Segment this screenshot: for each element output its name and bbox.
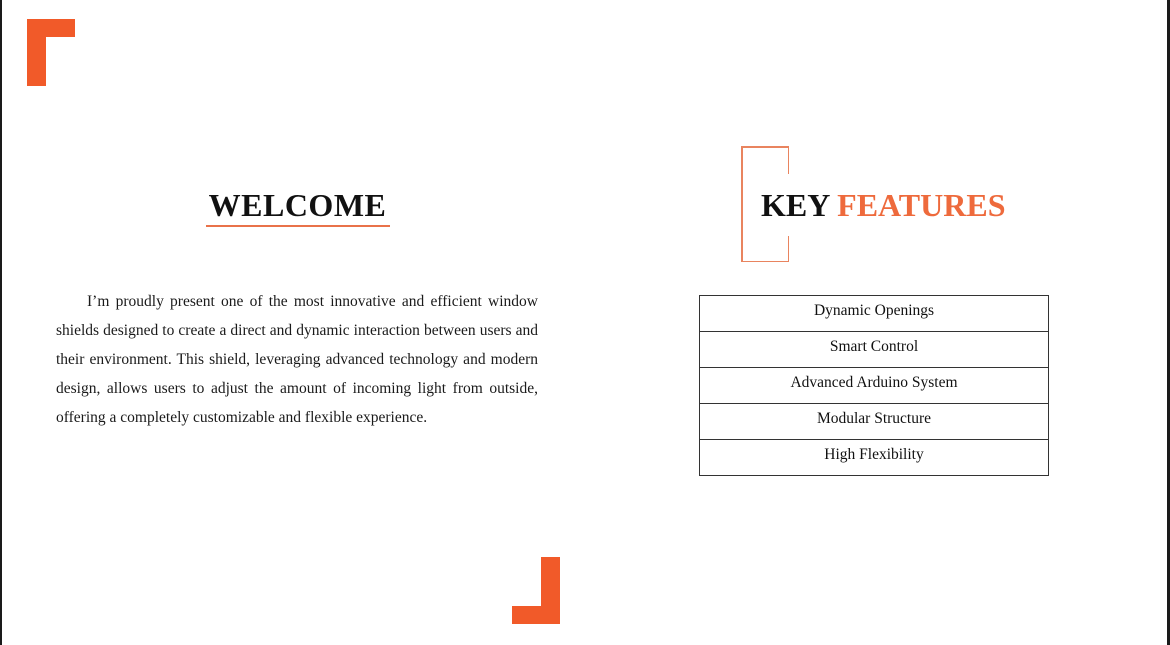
- table-row: [700, 332, 1049, 368]
- intro-paragraph: I’m proudly present one of the most innovative and efficient window shields designed to create a direct and dynamic interaction between users and their environment. This shield, leveraging advanced technology and modern design, allows users to adjust the amount of incoming light from outside, offering a completely customizable and flexible experience.: [56, 293, 538, 426]
- frame-line: [741, 146, 789, 148]
- top-left-corner-bracket: [27, 19, 75, 86]
- frame-line: [741, 146, 743, 262]
- features-table: [699, 295, 1049, 476]
- bottom-right-corner-bracket: [512, 557, 560, 624]
- table-row: [700, 440, 1049, 476]
- feature-cell: Smart Control: [700, 332, 1049, 368]
- heading-word-key: KEY: [761, 187, 830, 223]
- key-features-heading: [761, 186, 1007, 224]
- feature-cell: High Flexibility: [700, 440, 1049, 476]
- feature-cell: Advanced Arduino System: [700, 368, 1049, 404]
- feature-cell: Dynamic Openings: [700, 296, 1049, 332]
- frame-line: [788, 146, 790, 174]
- bracket-bar: [541, 557, 560, 624]
- bracket-bar: [27, 19, 46, 86]
- heading-word-features: FEATURES: [837, 187, 1006, 223]
- frame-line: [741, 261, 789, 263]
- page-left-edge: [0, 0, 2, 645]
- welcome-heading: WELCOME: [208, 187, 387, 223]
- feature-cell: Modular Structure: [700, 404, 1049, 440]
- table-row: [700, 368, 1049, 404]
- frame-line: [788, 236, 790, 262]
- table-row: [700, 404, 1049, 440]
- table-row: [700, 296, 1049, 332]
- welcome-underline: [206, 225, 390, 227]
